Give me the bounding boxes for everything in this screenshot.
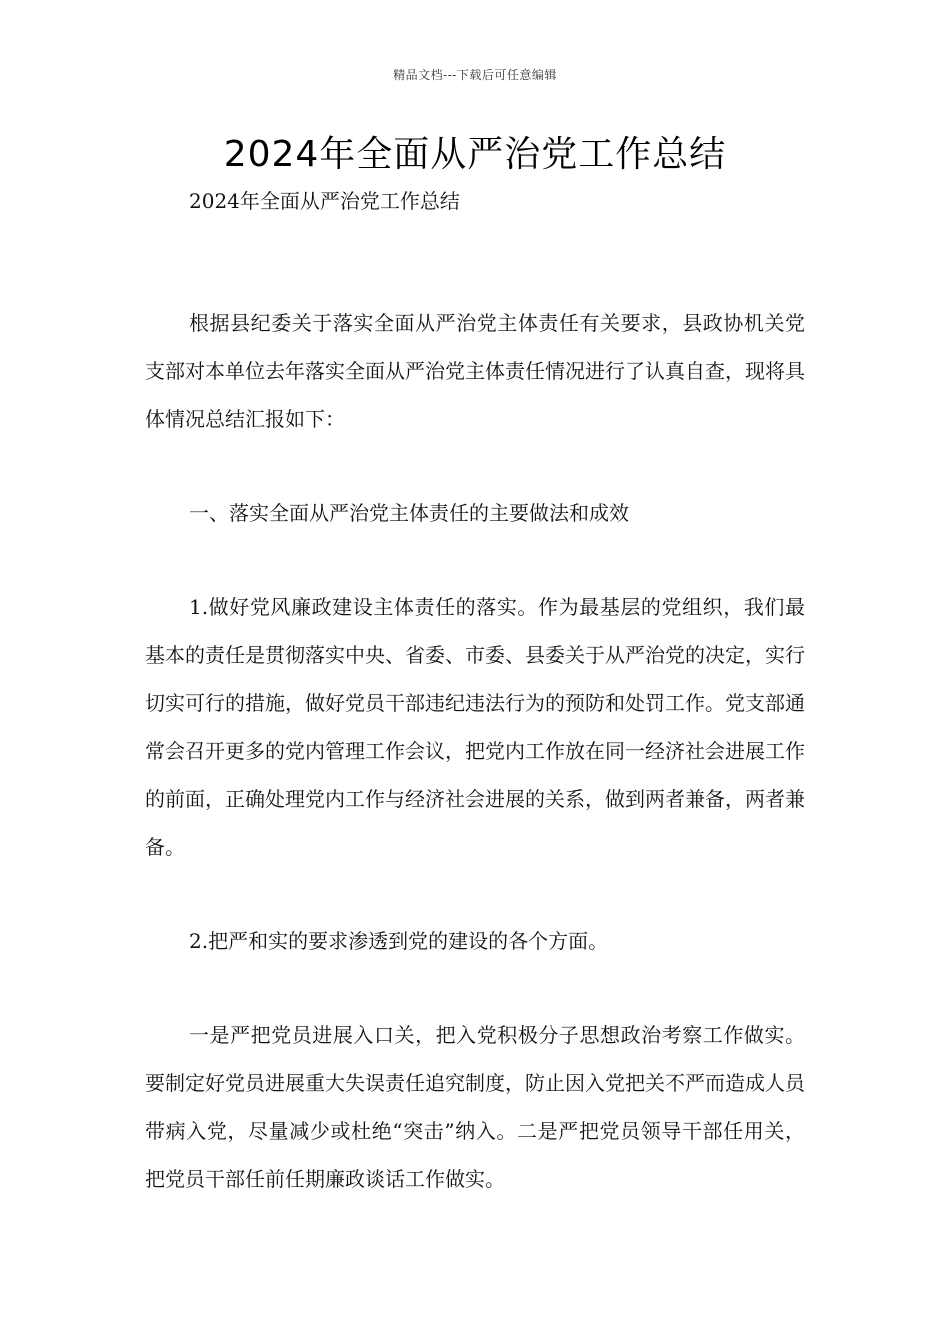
section-heading: 一、落实全面从严治党主体责任的主要做法和成效 — [189, 501, 629, 525]
document-subtitle: 2024年全面从严治党工作总结 — [189, 189, 460, 213]
header-note: 精品文档---下载后可任意编辑 — [393, 68, 557, 82]
document-body — [145, 185, 805, 1203]
paragraph-item-2: 2.把严和实的要求渗透到党的建设的各个方面。 — [189, 929, 609, 953]
paragraph-intro: 根据县纪委关于落实全面从严治党主体责任有关要求，县政协机关党支部对本单位去年落实全面从严治党主体责任情况进行了认真自查，现将具体情况总结汇报如下： — [145, 311, 805, 431]
document-title: 2024年全面从严治党工作总结 — [223, 134, 727, 175]
paragraph-item-1: 1.做好党风廉政建设主体责任的落实。作为最基层的党组织，我们最基本的责任是贯彻落实中央、省委、市委、县委关于从严治党的决定，实行切实可行的措施，做好党员干部违纪违法行为的预防和处罚工作。党支部通常会召开更多的党内管理工作会议，把党内工作放在同一经济社会进展工作的前面，正确处理党内工作与经济社会进展的关系，做到两者兼备，两者兼备。 — [145, 595, 805, 859]
paragraph-detail: 一是严把党员进展入口关，把入党积极分子思想政治考察工作做实。要制定好党员进展重大失误责任追究制度，防止因入党把关不严而造成人员带病入党，尽量减少或杜绝“突击”纳入。二是严把党员领导干部任用关，把党员干部任前任期廉政谈话工作做实。 — [145, 1023, 805, 1191]
